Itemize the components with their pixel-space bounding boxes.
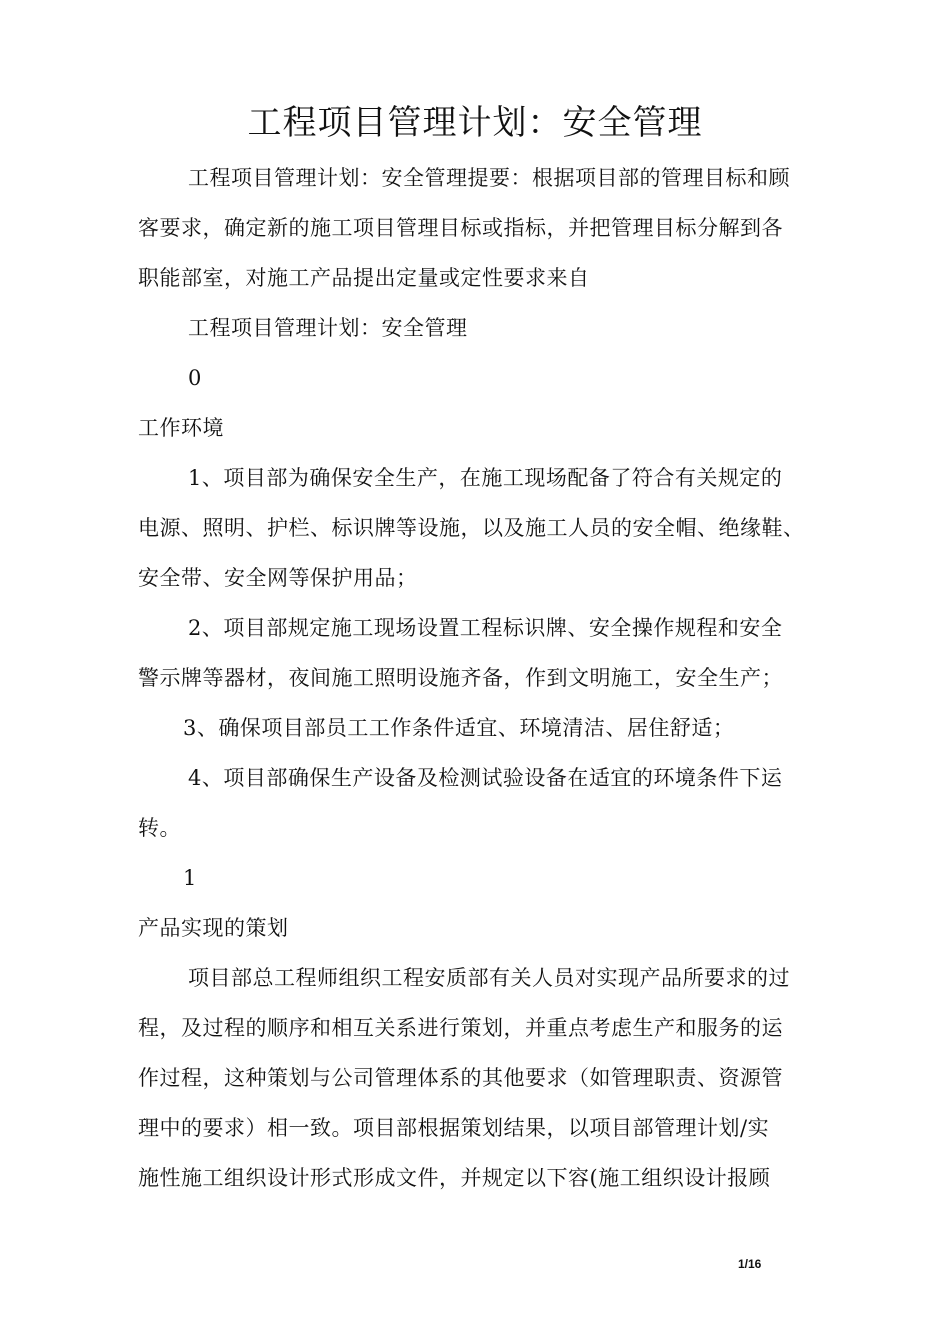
item-2-line-1: 2、项目部规定施工现场设置工程标识牌、安全操作规程和安全 [188,616,783,640]
planning-line-3: 作过程，这种策划与公司管理体系的其他要求（如管理职责、资源管 [138,1066,783,1090]
section-number-0: 0 [188,366,202,390]
page-number: 1/16 [738,1257,762,1271]
planning-line-1: 项目部总工程师组织工程安质部有关人员对实现产品所要求的过 [188,966,790,990]
item-4-line-1: 4、项目部确保生产设备及检测试验设备在适宜的环境条件下运 [188,766,783,790]
summary-line-1: 工程项目管理计划：安全管理提要：根据项目部的管理目标和顾 [188,166,790,190]
section-heading-product-planning: 产品实现的策划 [138,916,289,940]
item-1-line-3: 安全带、安全网等保护用品； [138,566,418,590]
section-heading-work-environment: 工作环境 [138,416,224,440]
summary-line-3: 职能部室，对施工产品提出定量或定性要求来自 [138,266,590,290]
subtitle-line: 工程项目管理计划：安全管理 [188,316,468,340]
planning-line-4: 理中的要求）相一致。项目部根据策划结果，以项目部管理计划/实 [138,1116,770,1140]
item-2-line-2: 警示牌等器材，夜间施工照明设施齐备，作到文明施工，安全生产； [138,666,783,690]
page-title: 工程项目管理计划：安全管理 [247,103,703,143]
item-4-line-2: 转。 [138,816,181,840]
item-1-line-2: 电源、照明、护栏、标识牌等设施，以及施工人员的安全帽、绝缘鞋、 [138,516,805,540]
planning-line-2: 程，及过程的顺序和相互关系进行策划，并重点考虑生产和服务的运 [138,1016,783,1040]
item-1-line-1: 1、项目部为确保安全生产，在施工现场配备了符合有关规定的 [188,466,783,490]
item-3-line-1: 3、确保项目部员工工作条件适宜、环境清洁、居住舒适； [183,716,735,740]
summary-line-2: 客要求，确定新的施工项目管理目标或指标，并把管理目标分解到各 [138,216,783,240]
planning-line-5: 施性施工组织设计形式形成文件，并规定以下容(施工组织设计报顾 [138,1166,771,1190]
section-number-1: 1 [183,866,197,890]
